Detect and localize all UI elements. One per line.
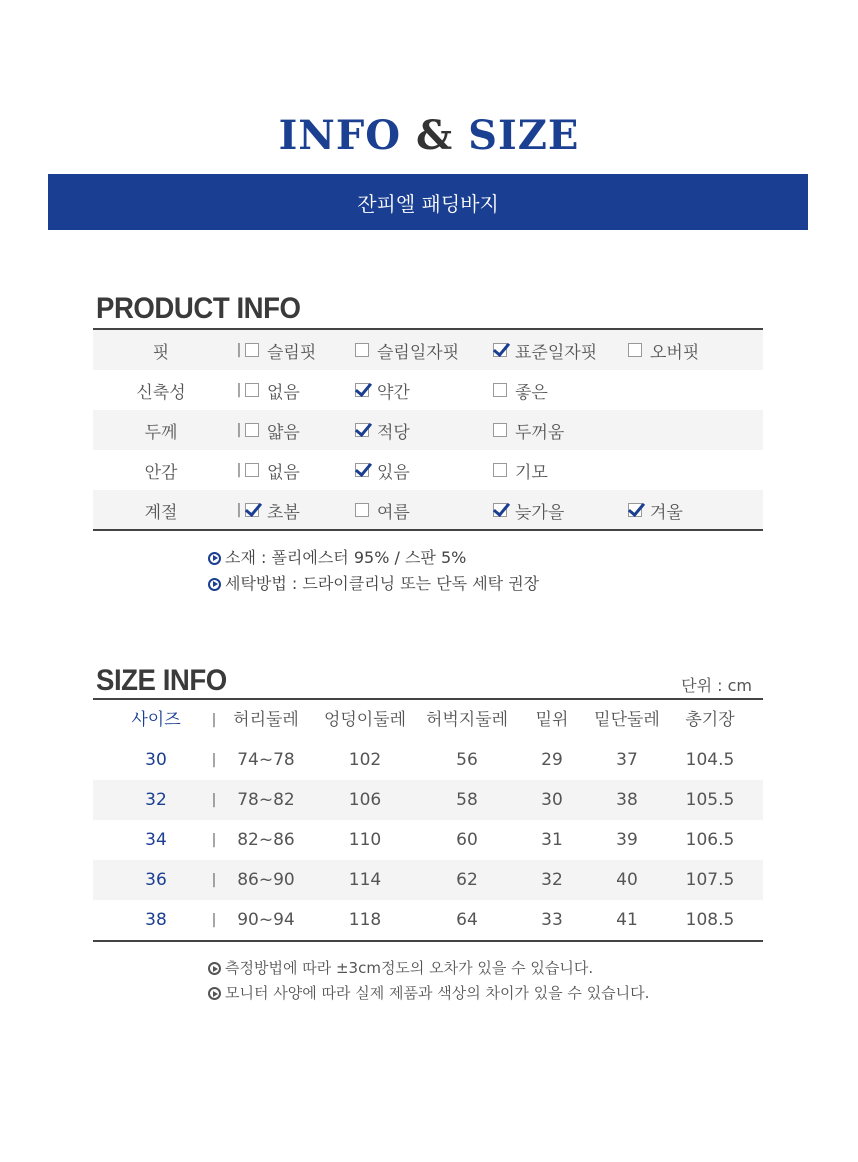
option-label: 초봄 (267, 502, 300, 523)
column-separator: | (236, 502, 242, 518)
unchecked-checkbox-icon (355, 503, 369, 517)
washing-note: 세탁방법 : 드라이클리닝 또는 단독 세탁 권장 (208, 571, 539, 597)
monitor-note: 모니터 사양에 따라 실제 제품과 색상의 차이가 있을 수 있습니다. (208, 981, 649, 1006)
option-label: 슬림일자핏 (377, 342, 460, 363)
title-size: SIZE (468, 112, 580, 159)
option-label: 약간 (377, 382, 410, 403)
table-cell: 41 (616, 910, 638, 930)
column-separator: | (211, 712, 217, 728)
unchecked-checkbox-icon (245, 383, 259, 397)
size-table-header (93, 700, 763, 740)
checkbox-option (493, 498, 564, 523)
unit-label: 단위 : cm (681, 676, 752, 695)
product-info-label: 두께 (144, 422, 178, 443)
option-label: 좋은 (515, 382, 548, 403)
column-header: 총기장 (685, 710, 735, 730)
unchecked-checkbox-icon (628, 343, 642, 357)
size-cell: 32 (145, 790, 167, 810)
checkbox-option (245, 418, 300, 443)
checked-checkbox-icon (355, 383, 369, 397)
table-cell: 108.5 (685, 910, 735, 930)
size-cell: 36 (145, 870, 167, 890)
checkbox-option (493, 458, 548, 483)
checkbox-option (245, 378, 300, 403)
checkbox-option (245, 338, 316, 363)
checked-checkbox-icon (245, 503, 259, 517)
column-header: 허리둘레 (233, 710, 299, 730)
table-cell: 106.5 (685, 830, 735, 850)
title-info: INFO (278, 112, 402, 159)
size-info-bottom-rule (93, 940, 763, 942)
option-label: 여름 (377, 502, 410, 523)
option-label: 오버핏 (650, 342, 700, 363)
size-table-row (93, 740, 763, 780)
table-cell: 106 (348, 790, 382, 810)
column-separator: | (236, 382, 242, 398)
table-cell: 114 (348, 870, 382, 890)
column-separator: | (236, 462, 242, 478)
table-cell: 30 (541, 790, 563, 810)
table-cell: 29 (541, 750, 563, 770)
product-info-row (93, 370, 763, 410)
table-cell: 56 (456, 750, 478, 770)
checked-checkbox-icon (355, 463, 369, 477)
table-cell: 82~86 (237, 830, 295, 850)
product-name-banner (48, 174, 808, 230)
table-cell: 74~78 (237, 750, 295, 770)
title-ampersand: & (416, 112, 454, 159)
option-label: 두꺼움 (515, 422, 565, 443)
checkbox-option (493, 378, 548, 403)
product-name: 잔피엘 패딩바지 (357, 191, 499, 216)
product-info-label: 안감 (144, 462, 178, 483)
table-cell: 38 (616, 790, 638, 810)
option-label: 기모 (515, 462, 548, 483)
size-info-heading: SIZE INFO (96, 664, 227, 697)
table-cell: 40 (616, 870, 638, 890)
product-notes (208, 545, 539, 597)
column-header: 밑위 (535, 710, 569, 730)
product-info-label: 계절 (144, 502, 178, 523)
material-note: 소재 : 폴리에스터 95% / 스판 5% (208, 545, 539, 571)
table-cell: 39 (616, 830, 638, 850)
table-cell: 102 (348, 750, 382, 770)
size-cell: 34 (145, 830, 167, 850)
column-header: 밑단둘레 (594, 710, 660, 730)
option-label: 없음 (267, 462, 300, 483)
product-info-row (93, 490, 763, 530)
unchecked-checkbox-icon (245, 463, 259, 477)
circle-arrow-icon (208, 552, 221, 565)
option-label: 표준일자핏 (515, 342, 598, 363)
product-info-row (93, 410, 763, 450)
unchecked-checkbox-icon (493, 463, 507, 477)
option-label: 있음 (377, 462, 410, 483)
checked-checkbox-icon (628, 503, 642, 517)
column-separator: | (211, 912, 217, 928)
checkbox-option (493, 418, 564, 443)
size-table-row (93, 780, 763, 820)
checked-checkbox-icon (355, 423, 369, 437)
column-separator: | (211, 752, 217, 768)
measurement-note: 측정방법에 따라 ±3cm정도의 오차가 있을 수 있습니다. (208, 956, 649, 981)
product-info-label: 핏 (152, 342, 170, 363)
size-table-row (93, 900, 763, 940)
product-info-label: 신축성 (136, 382, 186, 403)
table-cell: 107.5 (685, 870, 735, 890)
table-cell: 78~82 (237, 790, 295, 810)
option-label: 얇음 (267, 422, 300, 443)
option-label: 적당 (377, 422, 410, 443)
table-cell: 118 (348, 910, 382, 930)
checkbox-option (245, 498, 300, 523)
circle-arrow-icon (208, 987, 221, 1000)
product-info-heading: PRODUCT INFO (96, 292, 301, 325)
column-separator: | (236, 342, 242, 358)
checkbox-option (355, 498, 410, 523)
checkbox-option (628, 338, 699, 363)
table-cell: 110 (348, 830, 382, 850)
option-label: 늦가을 (515, 502, 565, 523)
column-header: 사이즈 (131, 710, 181, 730)
checked-checkbox-icon (493, 343, 507, 357)
size-table-row (93, 860, 763, 900)
size-cell: 38 (145, 910, 167, 930)
checkbox-option (493, 338, 597, 363)
table-cell: 60 (456, 830, 478, 850)
column-separator: | (211, 872, 217, 888)
table-cell: 33 (541, 910, 563, 930)
option-label: 겨울 (650, 502, 683, 523)
table-cell: 32 (541, 870, 563, 890)
table-cell: 64 (456, 910, 478, 930)
table-cell: 90~94 (237, 910, 295, 930)
option-label: 없음 (267, 382, 300, 403)
unchecked-checkbox-icon (355, 343, 369, 357)
column-separator: | (236, 422, 242, 438)
circle-arrow-icon (208, 578, 221, 591)
circle-arrow-icon (208, 962, 221, 975)
size-table-row (93, 820, 763, 860)
table-cell: 86~90 (237, 870, 295, 890)
product-info-row (93, 330, 763, 370)
column-header: 허벅지둘레 (425, 710, 509, 730)
product-info-row (93, 450, 763, 490)
table-cell: 37 (616, 750, 638, 770)
checkbox-option (628, 498, 683, 523)
checked-checkbox-icon (493, 503, 507, 517)
unchecked-checkbox-icon (245, 423, 259, 437)
column-header: 엉덩이둘레 (323, 710, 407, 730)
unchecked-checkbox-icon (493, 423, 507, 437)
page-title (0, 112, 858, 159)
checkbox-option (245, 458, 300, 483)
size-notes (208, 956, 649, 1006)
column-separator: | (211, 792, 217, 808)
unchecked-checkbox-icon (493, 383, 507, 397)
unchecked-checkbox-icon (245, 343, 259, 357)
checkbox-option (355, 338, 459, 363)
column-separator: | (211, 832, 217, 848)
checkbox-option (355, 458, 410, 483)
checkbox-option (355, 418, 410, 443)
checkbox-option (355, 378, 410, 403)
table-cell: 104.5 (685, 750, 735, 770)
option-label: 슬림핏 (267, 342, 317, 363)
table-cell: 62 (456, 870, 478, 890)
product-info-bottom-rule (93, 529, 763, 531)
table-cell: 58 (456, 790, 478, 810)
size-cell: 30 (145, 750, 167, 770)
table-cell: 105.5 (685, 790, 735, 810)
table-cell: 31 (541, 830, 563, 850)
